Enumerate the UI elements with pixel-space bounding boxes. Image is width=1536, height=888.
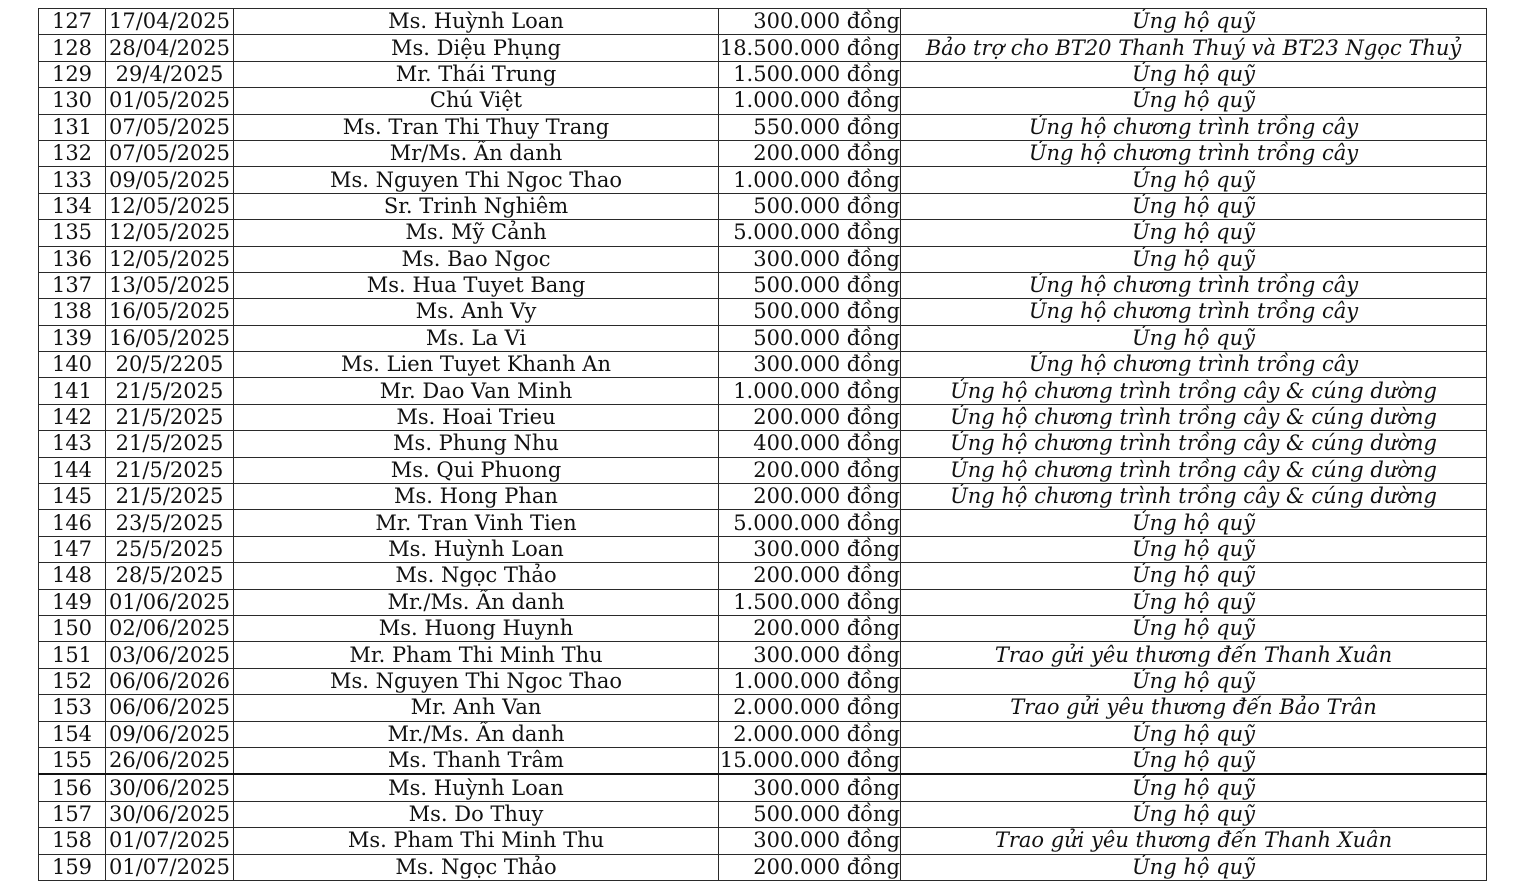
row-number: 127 [39,9,106,35]
table-row [39,404,1487,430]
row-number: 153 [39,695,106,721]
donation-amount: 1.000.000 đồng [719,668,901,694]
donation-date: 30/06/2025 [106,801,234,827]
donation-date: 07/05/2025 [106,114,234,140]
donor-name: Ms. Hong Phan [234,484,719,510]
donation-purpose: Ủng hộ quỹ [901,615,1487,641]
table-row [39,272,1487,298]
donor-name: Ms. Mỹ Cảnh [234,220,719,246]
row-number: 128 [39,35,106,61]
donation-date: 12/05/2025 [106,193,234,219]
donation-amount: 1.500.000 đồng [719,589,901,615]
donation-purpose: Ủng hộ quỹ [901,325,1487,351]
donation-amount: 300.000 đồng [719,352,901,378]
donation-purpose: Ủng hộ quỹ [901,563,1487,589]
donation-amount: 200.000 đồng [719,484,901,510]
donation-purpose: Ủng hộ chương trình trồng cây & cúng dường [901,484,1487,510]
table-row [39,325,1487,351]
donation-amount: 300.000 đồng [719,642,901,668]
row-number: 139 [39,325,106,351]
donation-date: 09/06/2025 [106,721,234,747]
donation-purpose: Ủng hộ quỹ [901,193,1487,219]
donation-amount: 200.000 đồng [719,140,901,166]
donation-purpose: Ủng hộ quỹ [901,9,1487,35]
donation-date: 09/05/2025 [106,167,234,193]
donor-name: Chú Việt [234,88,719,114]
donation-amount: 300.000 đồng [719,536,901,562]
table-row [39,299,1487,325]
donor-name: Ms. Phung Nhu [234,431,719,457]
row-number: 149 [39,589,106,615]
row-number: 143 [39,431,106,457]
donation-amount: 5.000.000 đồng [719,220,901,246]
donation-date: 01/05/2025 [106,88,234,114]
donor-name: Mr/Ms. Ẩn danh [234,140,719,166]
donation-purpose: Ủng hộ chương trình trồng cây [901,140,1487,166]
donation-purpose: Ủng hộ quỹ [901,774,1487,801]
row-number: 146 [39,510,106,536]
table-row [39,378,1487,404]
donation-amount: 300.000 đồng [719,246,901,272]
donation-date: 12/05/2025 [106,246,234,272]
donation-purpose: Ủng hộ quỹ [901,220,1487,246]
table-row [39,615,1487,641]
row-number: 138 [39,299,106,325]
donor-name: Ms. Pham Thi Minh Thu [234,828,719,854]
table-row [39,536,1487,562]
donation-date: 03/06/2025 [106,642,234,668]
donor-name: Mr. Anh Van [234,695,719,721]
row-number: 156 [39,774,106,801]
donation-purpose: Ủng hộ quỹ [901,510,1487,536]
donation-purpose: Ủng hộ chương trình trồng cây & cúng dường [901,457,1487,483]
donation-purpose: Ủng hộ quỹ [901,61,1487,87]
row-number: 151 [39,642,106,668]
donation-date: 17/04/2025 [106,9,234,35]
row-number: 135 [39,220,106,246]
donation-amount: 200.000 đồng [719,457,901,483]
donor-name: Ms. Thanh Trâm [234,747,719,774]
table-row [39,642,1487,668]
donation-amount: 300.000 đồng [719,828,901,854]
donation-purpose: Ủng hộ quỹ [901,801,1487,827]
donor-name: Mr. Pham Thi Minh Thu [234,642,719,668]
donation-purpose: Ủng hộ chương trình trồng cây & cúng dường [901,431,1487,457]
donor-name: Mr. Tran Vinh Tien [234,510,719,536]
row-number: 150 [39,615,106,641]
donation-amount: 18.500.000 đồng [719,35,900,60]
donor-name: Ms. Nguyen Thi Ngoc Thao [234,167,719,193]
bottom-edge [0,884,1536,888]
row-number: 130 [39,88,106,114]
donation-date: 28/5/2025 [106,563,234,589]
table-row [39,854,1487,880]
donation-purpose: Ủng hộ chương trình trồng cây [901,352,1487,378]
row-number: 145 [39,484,106,510]
donor-name: Ms. Huỳnh Loan [234,9,719,35]
table-row [39,484,1487,510]
donation-date: 28/04/2025 [106,35,234,61]
donation-purpose: Trao gửi yêu thương đến Thanh Xuân [901,642,1487,668]
donation-amount: 2.000.000 đồng [719,721,901,747]
donation-purpose: Ủng hộ quỹ [901,854,1487,880]
table-row [39,721,1487,747]
table-row [39,457,1487,483]
donation-purpose: Ủng hộ quỹ [901,246,1487,272]
donation-date: 29/4/2025 [106,61,234,87]
row-number: 132 [39,140,106,166]
donation-purpose: Ủng hộ chương trình trồng cây & cúng dường [901,378,1487,404]
table-row [39,774,1487,801]
donation-amount: 300.000 đồng [719,774,901,801]
donor-name: Ms. Bao Ngoc [234,246,719,272]
donation-table [38,8,1487,881]
row-number: 157 [39,801,106,827]
row-number: 152 [39,668,106,694]
donor-name: Ms. Diệu Phụng [234,35,719,61]
donation-purpose: Ủng hộ chương trình trồng cây [901,114,1487,140]
donation-purpose: Trao gửi yêu thương đến Thanh Xuân [901,828,1487,854]
donation-purpose: Ủng hộ chương trình trồng cây [901,299,1487,325]
donation-date: 01/06/2025 [106,589,234,615]
table-row [39,352,1487,378]
donation-date: 25/5/2025 [106,536,234,562]
row-number: 148 [39,563,106,589]
donation-purpose: Bảo trợ cho BT20 Thanh Thuý và BT23 Ngọc Thuỷ [901,35,1487,61]
row-number: 155 [39,747,106,774]
table-row [39,589,1487,615]
donor-name: Ms. Hoai Trieu [234,404,719,430]
donor-name: Mr./Ms. Ẩn danh [234,589,719,615]
donor-name: Ms. Ngọc Thảo [234,563,719,589]
row-number: 142 [39,404,106,430]
table-row [39,563,1487,589]
donation-purpose: Ủng hộ quỹ [901,536,1487,562]
donor-name: Ms. Huỳnh Loan [234,536,719,562]
donation-amount: 200.000 đồng [719,563,901,589]
donation-amount: 1.000.000 đồng [719,167,901,193]
donation-date: 20/5/2205 [106,352,234,378]
table-row [39,193,1487,219]
table-row [39,246,1487,272]
table-row [39,828,1487,854]
donation-purpose: Ủng hộ quỹ [901,668,1487,694]
row-number: 158 [39,828,106,854]
row-number: 137 [39,272,106,298]
donation-date: 21/5/2025 [106,457,234,483]
donation-amount: 300.000 đồng [719,9,901,35]
donation-date: 21/5/2025 [106,378,234,404]
donation-date: 12/05/2025 [106,220,234,246]
donation-amount: 5.000.000 đồng [719,510,901,536]
donation-date: 21/5/2025 [106,404,234,430]
donor-name: Ms. Qui Phuong [234,457,719,483]
table-row [39,61,1487,87]
row-number: 154 [39,721,106,747]
donor-name: Sr. Trinh Nghiêm [234,193,719,219]
donor-name: Ms. Tran Thi Thuy Trang [234,114,719,140]
row-number: 141 [39,378,106,404]
donation-amount: 200.000 đồng [719,615,901,641]
donation-amount: 500.000 đồng [719,193,901,219]
table-row [39,695,1487,721]
donation-date: 06/06/2026 [106,668,234,694]
donation-amount: 1.000.000 đồng [719,378,901,404]
row-number: 144 [39,457,106,483]
donation-date: 01/07/2025 [106,828,234,854]
donation-amount: 200.000 đồng [719,404,901,430]
row-number: 136 [39,246,106,272]
donor-name: Ms. Nguyen Thi Ngoc Thao [234,668,719,694]
donation-amount: 500.000 đồng [719,272,901,298]
donation-date: 06/06/2025 [106,695,234,721]
table-row [39,668,1487,694]
table-row [39,431,1487,457]
donation-date: 07/05/2025 [106,140,234,166]
row-number: 159 [39,854,106,880]
row-number: 133 [39,167,106,193]
donation-amount: 200.000 đồng [719,854,901,880]
donor-name: Ms. Huỳnh Loan [234,774,719,801]
donation-date: 13/05/2025 [106,272,234,298]
donor-name: Mr./Ms. Ẩn danh [234,721,719,747]
row-number: 131 [39,114,106,140]
table-row [39,140,1487,166]
donor-name: Ms. Ngọc Thảo [234,854,719,880]
donation-amount: 2.000.000 đồng [719,695,901,721]
donation-amount: 15.000.000 đồng [719,747,901,774]
donation-date: 01/07/2025 [106,854,234,880]
donation-amount: 1.000.000 đồng [719,88,901,114]
donation-table-body [39,9,1487,881]
donor-name: Ms. Do Thuy [234,801,719,827]
donor-name: Ms. La Vi [234,325,719,351]
donor-name: Mr. Thái Trung [234,61,719,87]
row-number: 134 [39,193,106,219]
table-row [39,801,1487,827]
donation-purpose: Ủng hộ quỹ [901,167,1487,193]
donation-date: 21/5/2025 [106,431,234,457]
donation-date: 16/05/2025 [106,299,234,325]
donation-date: 30/06/2025 [106,774,234,801]
donation-amount: 500.000 đồng [719,325,901,351]
table-row [39,88,1487,114]
donation-purpose: Ủng hộ quỹ [901,589,1487,615]
donation-purpose: Ủng hộ quỹ [901,88,1487,114]
table-row [39,9,1487,35]
donation-amount: 500.000 đồng [719,801,901,827]
row-number: 140 [39,352,106,378]
donation-date: 26/06/2025 [106,747,234,774]
table-row [39,510,1487,536]
donation-purpose: Ủng hộ chương trình trồng cây [901,272,1487,298]
table-row [39,167,1487,193]
table-row [39,747,1487,774]
donation-amount: 400.000 đồng [719,431,901,457]
donation-date: 16/05/2025 [106,325,234,351]
donation-purpose: Ủng hộ quỹ [901,747,1487,774]
donor-name: Mr. Dao Van Minh [234,378,719,404]
donation-date: 02/06/2025 [106,615,234,641]
table-row [39,114,1487,140]
table-row [39,220,1487,246]
donation-purpose: Ủng hộ chương trình trồng cây & cúng dường [901,404,1487,430]
donation-amount: 500.000 đồng [719,299,901,325]
donor-name: Ms. Anh Vy [234,299,719,325]
donor-name: Ms. Hua Tuyet Bang [234,272,719,298]
donation-date: 23/5/2025 [106,510,234,536]
row-number: 147 [39,536,106,562]
donation-purpose: Ủng hộ quỹ [901,721,1487,747]
table-row [39,35,1487,61]
donor-name: Ms. Lien Tuyet Khanh An [234,352,719,378]
donation-purpose: Trao gửi yêu thương đến Bảo Trân [901,695,1487,721]
donation-date: 21/5/2025 [106,484,234,510]
donor-name: Ms. Huong Huynh [234,615,719,641]
donation-amount: 1.500.000 đồng [719,61,901,87]
row-number: 129 [39,61,106,87]
donation-amount: 550.000 đồng [719,114,901,140]
